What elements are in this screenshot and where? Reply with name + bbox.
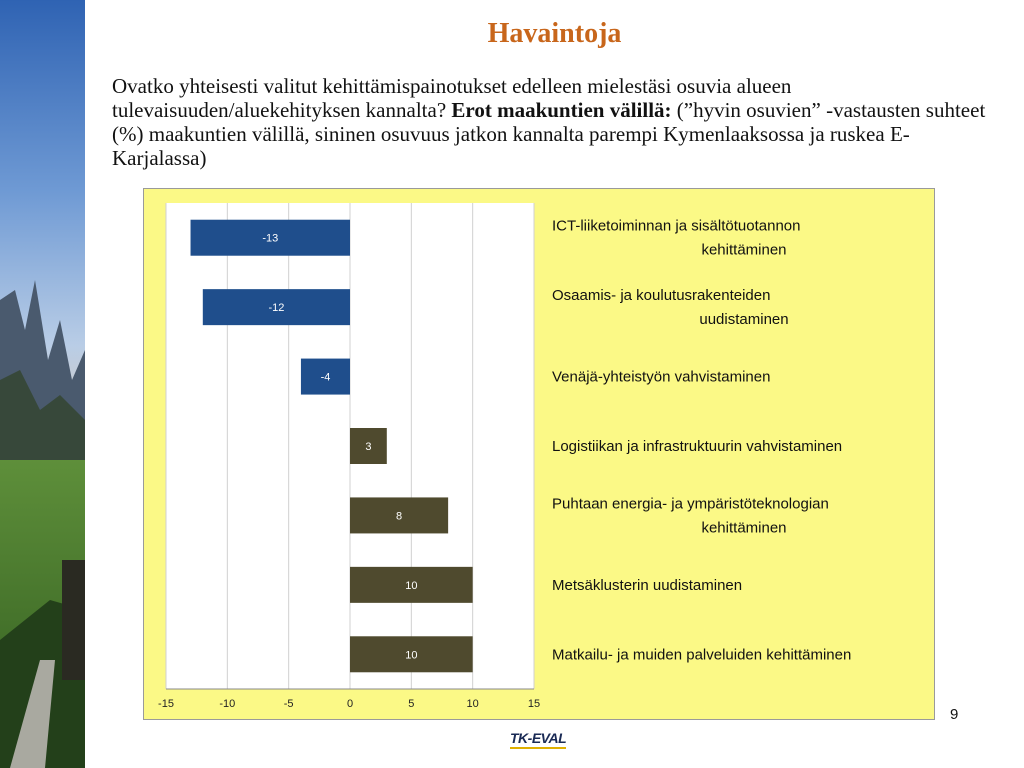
x-tick-label: -10 [219, 698, 236, 710]
category-label: kehittäminen [701, 241, 787, 259]
question-text: Ovatko yhteisesti valitut kehittämispainotukset edelleen mielestäsi osuvia alueen tulevaisuuden/aluekehityksen kannalta? [112, 74, 792, 122]
explanation-text: (”hyvin osuvien” -vastausten suhteet (%) maakuntien välillä, sininen osuvuus jatkon kannalta parempi Kymenlaaksossa ja ruskea E-Karjalassa) [112, 98, 986, 170]
category-label: Puhtaan energia- ja ympäristöteknologian [552, 495, 829, 513]
x-tick-label: -5 [283, 698, 294, 710]
category-label: Venäjä-yhteistyön vahvistaminen [552, 368, 771, 386]
bar-data-label: 10 [405, 579, 418, 592]
bar-chart [144, 189, 934, 719]
bar-data-label: 10 [405, 649, 418, 662]
category-label: Matkailu- ja muiden palveluiden kehittäminen [552, 646, 852, 664]
x-tick-label: -15 [158, 698, 174, 710]
slide-body-text [112, 74, 1002, 170]
chart-panel [143, 188, 935, 720]
category-label: uudistaminen [699, 311, 789, 329]
x-tick-label: 10 [466, 698, 479, 710]
tk-eval-logo: TK-EVAL [510, 730, 566, 749]
x-tick-label: 0 [346, 698, 354, 710]
bar-data-label: -4 [320, 371, 331, 384]
bar-data-label: 8 [396, 510, 403, 523]
emphasis-text: Erot maakuntien välillä: [451, 98, 672, 122]
bar-data-label: -12 [268, 302, 285, 315]
category-label: kehittäminen [701, 519, 787, 537]
category-label: ICT-liiketoiminnan ja sisältötuotannon [552, 217, 801, 235]
bar-data-label: -13 [262, 232, 279, 245]
bar-data-label: 3 [365, 441, 372, 453]
x-tick-label: 5 [408, 698, 415, 710]
category-label: Metsäklusterin uudistaminen [552, 576, 743, 594]
x-tick-label: 15 [527, 698, 541, 710]
decorative-landscape-strip [0, 0, 85, 768]
category-label: Logistiikan ja infrastruktuurin vahvistaminen [552, 438, 843, 455]
landscape-image [0, 0, 85, 768]
page-number: 9 [950, 706, 959, 723]
category-label: Osaamis- ja koulutusrakenteiden [552, 287, 771, 305]
slide-title: Havaintoja [487, 18, 622, 49]
